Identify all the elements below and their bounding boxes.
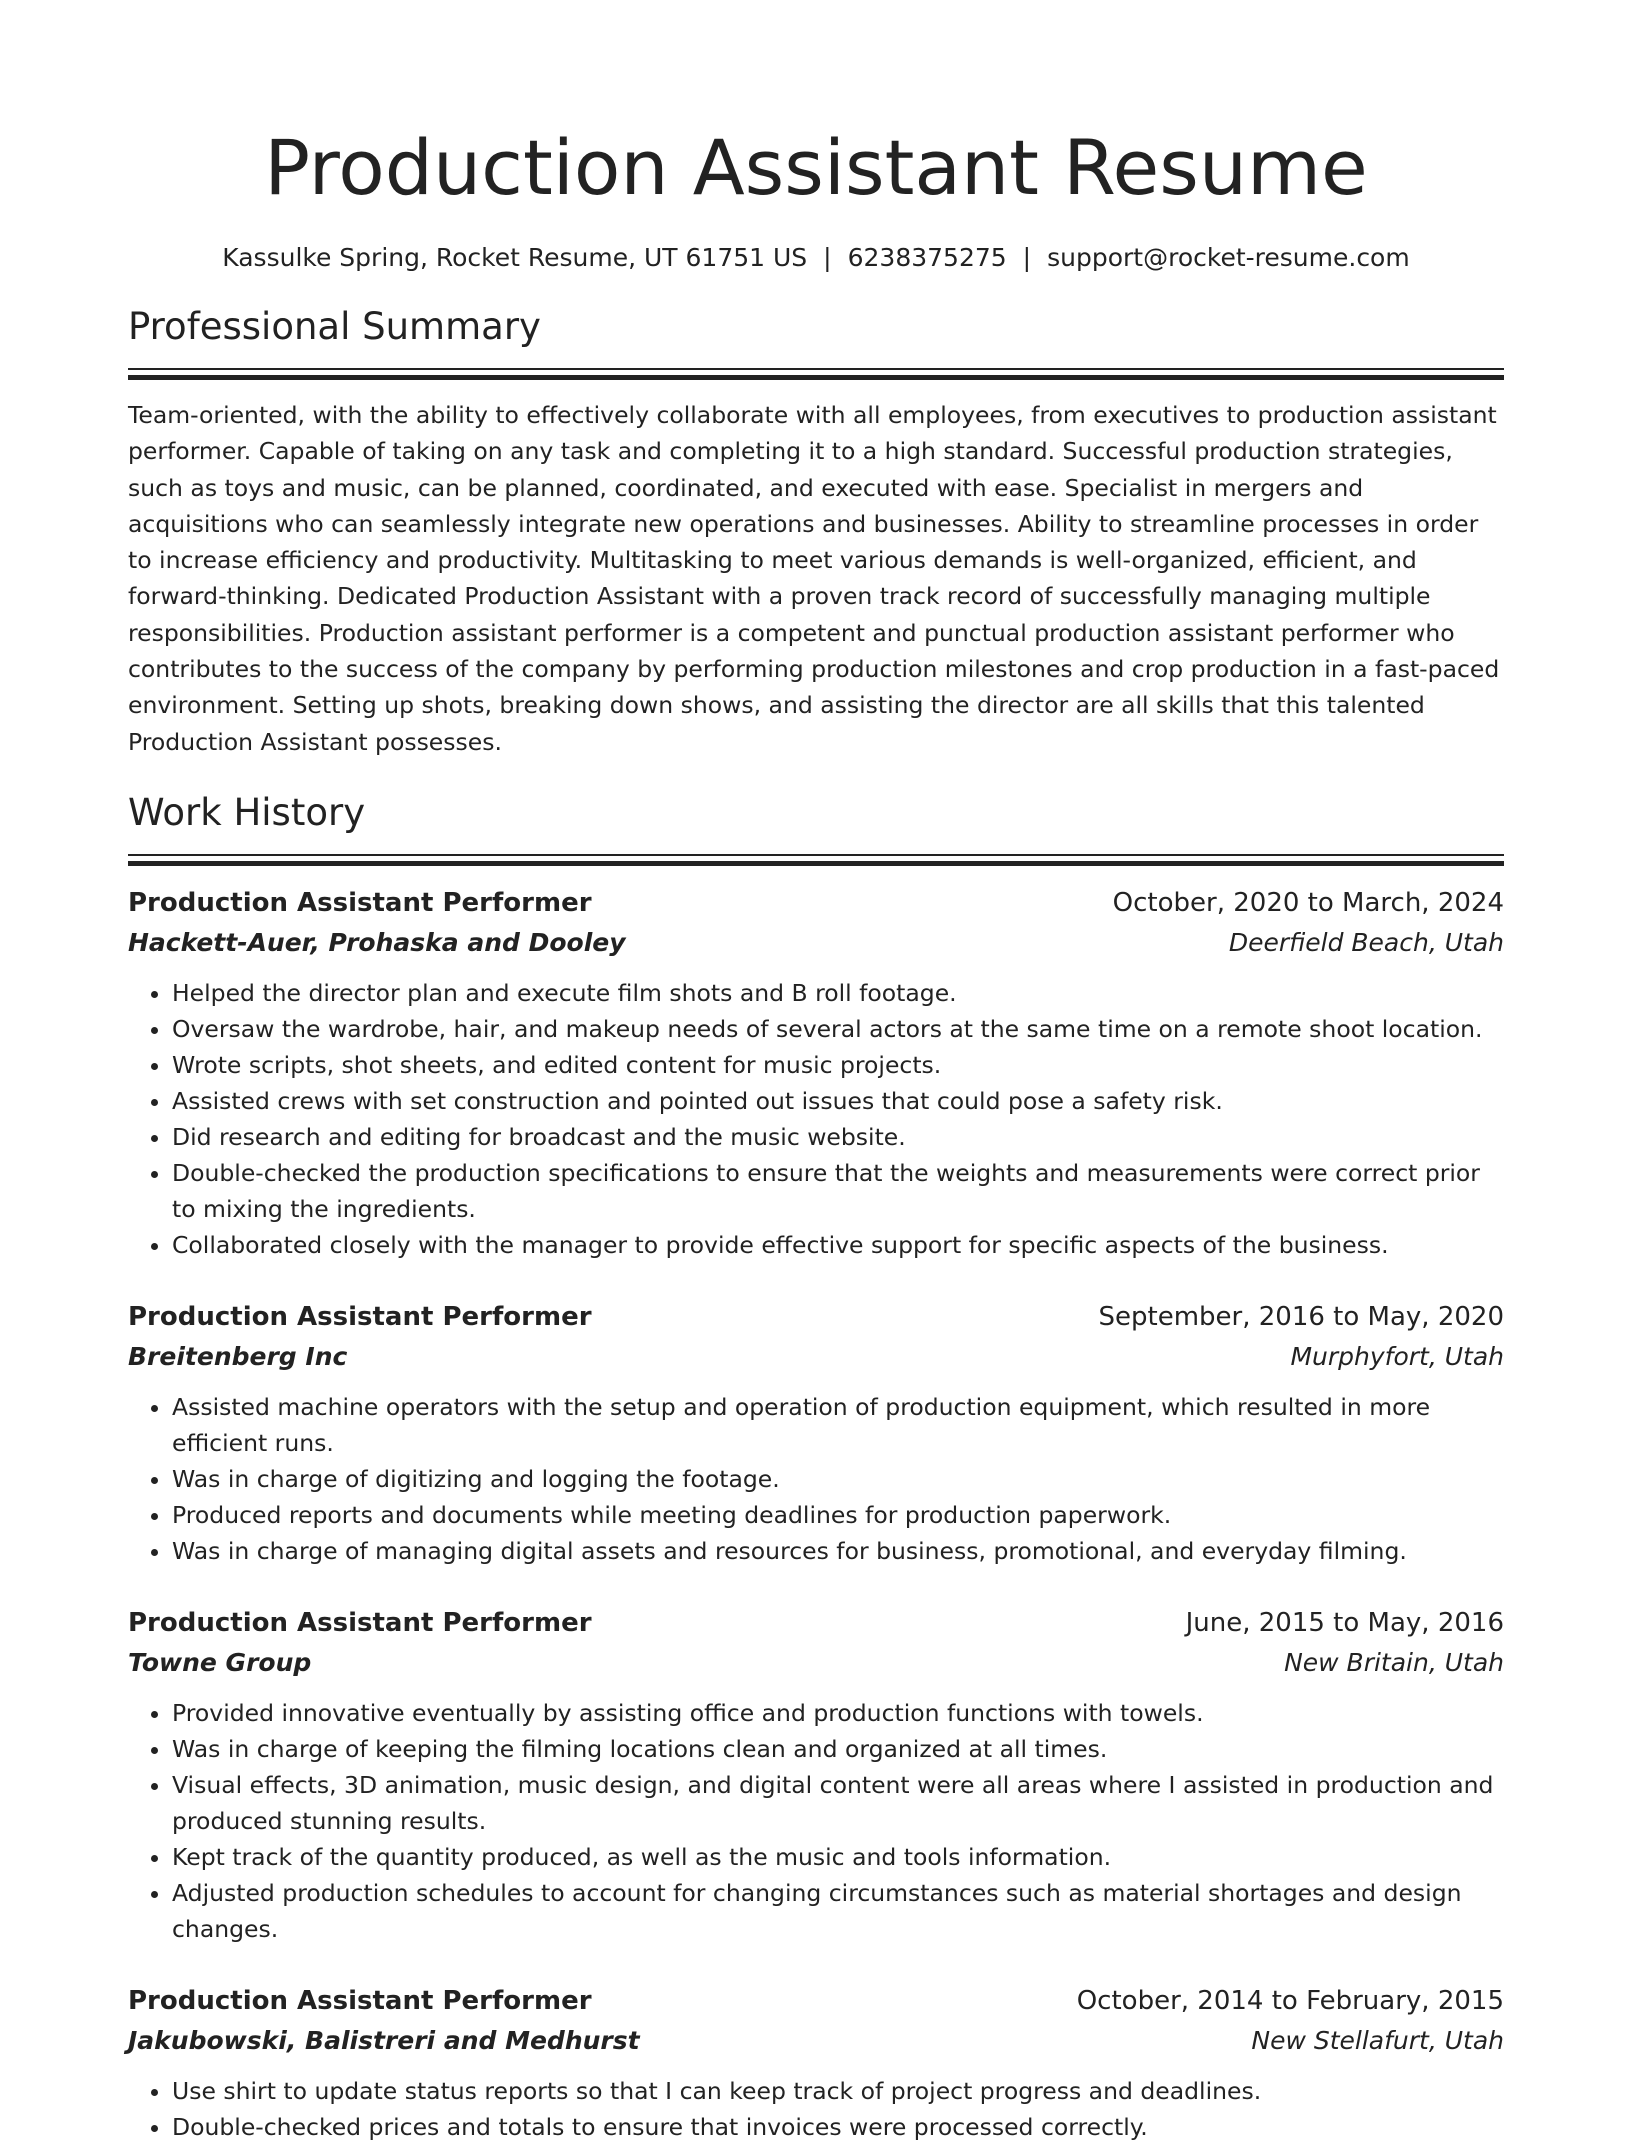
- job-bullet: • Helped the director plan and execute film shots and B roll footage.: [172, 975, 1504, 1011]
- job-position: Production Assistant Performer: [128, 887, 592, 918]
- job-bullets: [128, 1695, 1504, 1947]
- contact-line: [128, 238, 1504, 278]
- job-bullets: [128, 1389, 1504, 1569]
- job-entry: [128, 1603, 1504, 1947]
- job-bullet: • Was in charge of digitizing and logging the footage.: [172, 1461, 1504, 1497]
- job-position: Production Assistant Performer: [128, 1301, 592, 1332]
- section-divider: [128, 368, 1504, 381]
- work-history-heading: Work History: [128, 790, 366, 834]
- job-company: Breitenberg Inc: [128, 1341, 348, 1371]
- job-bullet: • Use shirt to update status reports so that I can keep track of project progress and deadlines.: [172, 2073, 1504, 2109]
- contact-separator: |: [1022, 243, 1032, 272]
- resume-page: [128, 0, 1504, 2145]
- job-company: Jakubowski, Balistreri and Medhurst: [128, 2025, 640, 2055]
- job-subheader: [128, 923, 1504, 963]
- job-bullet: • Assisted machine operators with the setup and operation of production equipment, which resulted in more efficient runs.: [172, 1389, 1504, 1461]
- job-header: [128, 1297, 1504, 1337]
- job-bullet: • Double-checked prices and totals to ensure that invoices were processed correctly.: [172, 2109, 1504, 2145]
- job-bullet: • Did research and editing for broadcast and the music website.: [172, 1119, 1504, 1155]
- job-bullets: [128, 975, 1504, 1263]
- job-location: Murphyfort, Utah: [1290, 1341, 1504, 1371]
- section-divider: [128, 854, 1504, 867]
- contact-phone: 6238375275: [847, 243, 1007, 272]
- job-bullet: • Produced reports and documents while meeting deadlines for production paperwork.: [172, 1497, 1504, 1533]
- job-subheader: [128, 2021, 1504, 2061]
- summary-text: Team-oriented, with the ability to effectively collaborate with all employees, from executives to production assistant performer. Capable of taking on any task and completing it to a high standard. Successful production strategies, such as toys and music, can be planned, coordinated, and executed with ease. Specialist in mergers and acquisitions who can seamlessly integrate new operations and businesses. Ability to streamline processes in order to increase efficiency and productivity. Multitasking to meet various demands is well-organized, efficient, and forward-thinking. Dedicated Production Assistant with a proven track record of successfully managing multiple responsibilities. Production assistant performer is a competent and punctual production assistant performer who contributes to the success of the company by performing production milestones and crop production in a fast-paced environment. Setting up shots, breaking down shows, and assisting the director are all skills that this talented Production Assistant possesses.: [128, 401, 1500, 756]
- job-bullet: • Assisted crews with set construction and pointed out issues that could pose a safety risk.: [172, 1083, 1504, 1119]
- job-entry: [128, 1297, 1504, 1569]
- summary-heading: Professional Summary: [128, 305, 541, 348]
- job-company: Hackett-Auer, Prohaska and Dooley: [128, 927, 626, 957]
- job-location: Deerfield Beach, Utah: [1228, 927, 1504, 957]
- job-dates: June, 2015 to May, 2016: [1185, 1607, 1504, 1638]
- job-bullet: • Wrote scripts, shot sheets, and edited content for music projects.: [172, 1047, 1504, 1083]
- job-bullets: [128, 2073, 1504, 2145]
- job-location: New Stellafurt, Utah: [1251, 2025, 1504, 2055]
- job-company: Towne Group: [128, 1647, 312, 1677]
- job-bullet: • Collaborated closely with the manager to provide effective support for specific aspects of the business.: [172, 1227, 1504, 1263]
- job-position: Production Assistant Performer: [128, 1985, 592, 2016]
- job-dates: September, 2016 to May, 2020: [1098, 1301, 1504, 1332]
- work-history-list: [128, 883, 1504, 2145]
- job-bullet: • Adjusted production schedules to account for changing circumstances such as material shortages and design changes.: [172, 1875, 1504, 1947]
- job-dates: October, 2014 to February, 2015: [1076, 1985, 1504, 2016]
- job-location: New Britain, Utah: [1284, 1647, 1504, 1677]
- job-dates: October, 2020 to March, 2024: [1112, 887, 1504, 918]
- job-bullet: • Kept track of the quantity produced, as well as the music and tools information.: [172, 1839, 1504, 1875]
- contact-address: Kassulke Spring, Rocket Resume, UT 61751 US: [222, 243, 808, 272]
- page-title: Production Assistant Resume: [264, 123, 1368, 212]
- job-bullet: • Double-checked the production specifications to ensure that the weights and measurements were correct prior to mixing the ingredients.: [172, 1155, 1504, 1227]
- job-bullet: • Oversaw the wardrobe, hair, and makeup needs of several actors at the same time on a remote shoot location.: [172, 1011, 1504, 1047]
- job-header: [128, 883, 1504, 923]
- contact-email: support@rocket-resume.com: [1047, 243, 1410, 272]
- job-bullet: • Provided innovative eventually by assisting office and production functions with towels.: [172, 1695, 1504, 1731]
- job-position: Production Assistant Performer: [128, 1607, 592, 1638]
- job-entry: [128, 1981, 1504, 2145]
- job-bullet: • Visual effects, 3D animation, music design, and digital content were all areas where I assisted in production and produced stunning results.: [172, 1767, 1504, 1839]
- job-subheader: [128, 1337, 1504, 1377]
- job-entry: [128, 883, 1504, 1263]
- contact-separator: |: [823, 243, 832, 272]
- job-subheader: [128, 1643, 1504, 1683]
- job-bullet: • Was in charge of managing digital assets and resources for business, promotional, and everyday filming.: [172, 1533, 1504, 1569]
- job-header: [128, 1603, 1504, 1643]
- job-bullet: • Was in charge of keeping the filming locations clean and organized at all times.: [172, 1731, 1504, 1767]
- job-header: [128, 1981, 1504, 2021]
